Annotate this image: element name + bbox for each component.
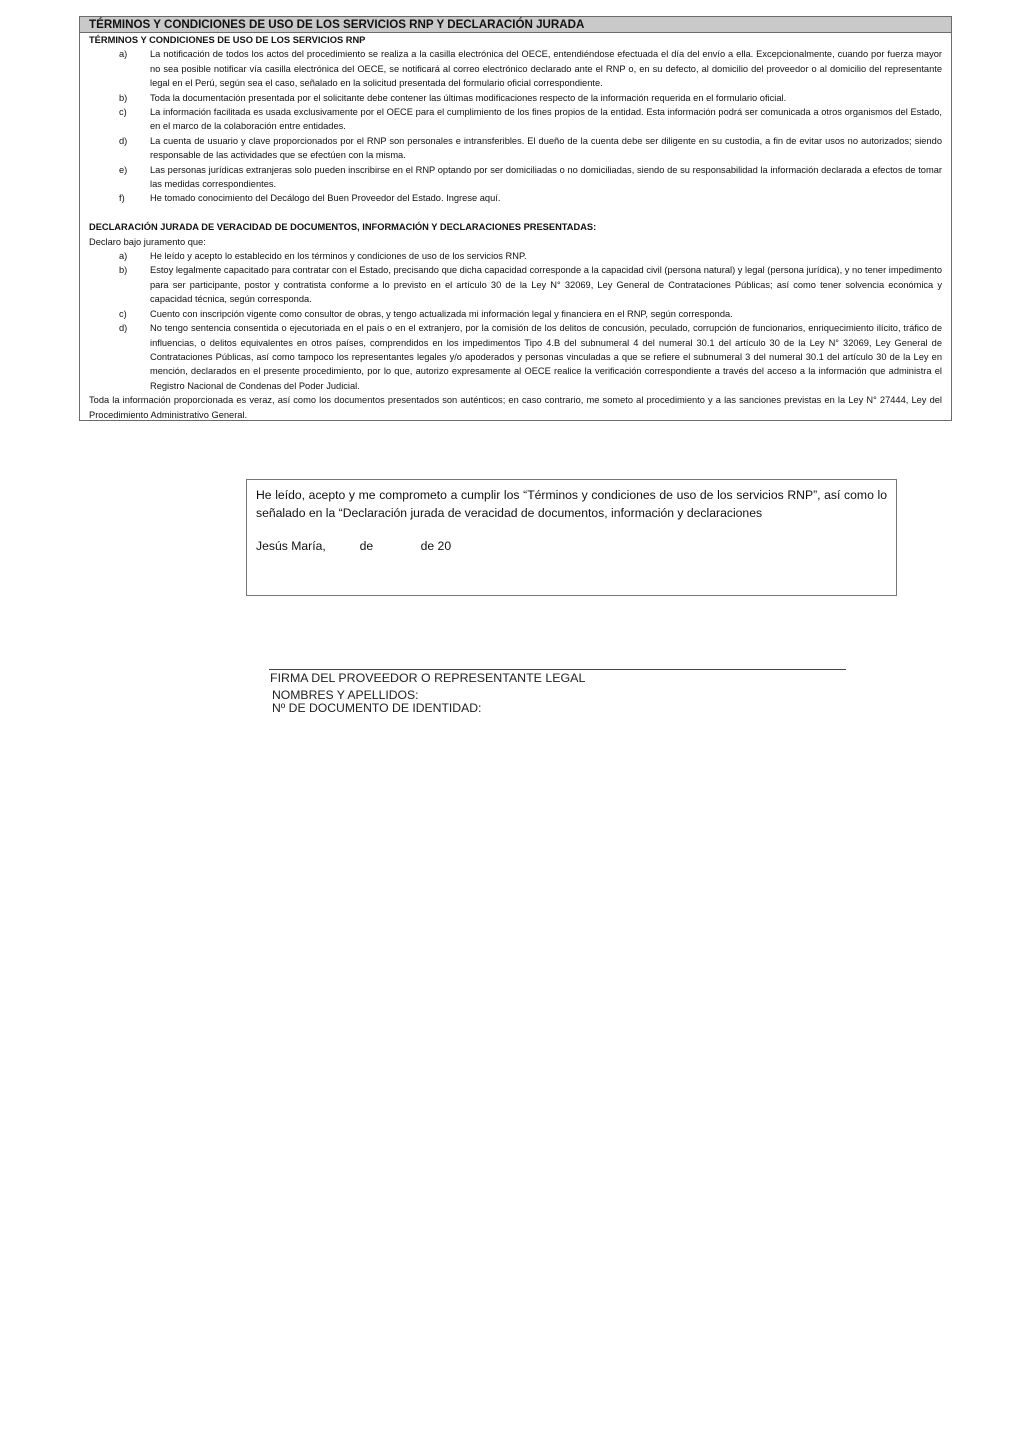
names-label: NOMBRES Y APELLIDOS: xyxy=(272,688,419,702)
list-text: Estoy legalmente capacitado para contratar con el Estado, precisando que dicha capacidad corresponde a la capacidad civil (persona natural) y legal (persona jurídica), y no tener impedimento para ser participante, postor y contratista conforme a lo previsto en el artículo 30 de la Ley N° 32069, Ley General de Contrataciones Públicas; así como tener solvencia económica y capacidad técnica, según corresponda. xyxy=(150,265,942,305)
list-marker: b) xyxy=(119,92,128,103)
terms-body xyxy=(80,33,951,422)
list-text: La notificación de todos los actos del procedimiento se realiza a la casilla electrónica del OECE, entendiéndose efectuada el día del envío a ella. Excepcionalmente, cuando por fuerza mayor no sea posible notificar vía casilla electrónica del OECE, se notificará al correo electrónico declarado ante el RNP o, en su defecto, al domicilio del proveedor o al domicilio del representante legal en el Perú, según sea el caso, señalado en la solicitud presentada del formulario oficial correspondiente. xyxy=(150,49,942,89)
list-text: La información facilitada es usada exclusivamente por el OECE para el cumplimiento de los fines propios de la entidad. Esta información podrá ser comunicada a otros organismos del Estado, en el marco de la colaboración entre entidades. xyxy=(150,107,942,132)
terms-box xyxy=(79,16,952,421)
section2-title: DECLARACIÓN JURADA DE VERACIDAD DE DOCUMENTOS, INFORMACIÓN Y DECLARACIONES PRESENTADAS: xyxy=(89,222,597,233)
date-de-1: de xyxy=(359,539,374,553)
signature-fields xyxy=(272,689,481,715)
list-text: La cuenta de usuario y clave proporcionados por el RNP son personales e intransferibles. El dueño de la cuenta debe ser diligente en su custodia, a fin de evitar usos no autorizados; siendo responsable de las actividades que se efectúen con la misma. xyxy=(150,135,942,161)
list-marker: c) xyxy=(119,107,127,118)
list-item xyxy=(89,91,942,105)
list-text: Cuento con inscripción vigente como consultor de obras, y tengo actualizada mi información legal y financiera en el RNP, según corresponda. xyxy=(150,308,733,319)
section2-intro: Declaro bajo juramento que: xyxy=(89,236,206,247)
list-marker: e) xyxy=(119,164,128,175)
terms-header: TÉRMINOS Y CONDICIONES DE USO DE LOS SERVICIOS RNP Y DECLARACIÓN JURADA xyxy=(80,17,951,33)
list-item xyxy=(89,105,942,134)
date-de-2: de 20 xyxy=(420,539,452,553)
list-marker: a) xyxy=(119,49,128,60)
list-text: Toda la documentación presentada por el solicitante debe contener las últimas modificaciones respecto de la información requerida en el formulario oficial. xyxy=(150,92,787,103)
list-item xyxy=(89,249,942,263)
spacer xyxy=(89,206,942,220)
list-text: No tengo sentencia consentida o ejecutoriada en el país o en el extranjero, por la comisión de los delitos de concusión, peculado, corrupción de funcionarios, enriquecimiento ilícito, tráfico de influencias, o delitos equivalentes en otros países, comprendidos en los impedimentos Tipo 4.B del subnumeral 4 del numeral 30.1 del artículo 30 de la Ley N° 32069, Ley General de Contrataciones Públicas, así como tampoco los representantes legales y/o apoderados y personas vinculadas a que se refiere el subnumeral 3 del numeral 30.1 del artículo 30 de la Ley en mención, declarados en el presente procedimiento, por lo que, autorizo expresamente al OECE realice la verificación correspondiente a través del acceso a la información que administra el Registro Nacional de Condenas del Poder Judicial. xyxy=(150,323,942,391)
list-item xyxy=(89,263,942,306)
list-item xyxy=(89,321,942,393)
signature-caption: FIRMA DEL PROVEEDOR O REPRESENTANTE LEGAL xyxy=(270,671,586,685)
section1-title: TÉRMINOS Y CONDICIONES DE USO DE LOS SERVICIOS RNP xyxy=(89,35,366,45)
list-item xyxy=(89,134,942,163)
list-item xyxy=(89,307,942,321)
document-id-label: Nº DE DOCUMENTO DE IDENTIDAD: xyxy=(272,701,482,715)
acceptance-box xyxy=(246,479,897,596)
list-marker: b) xyxy=(119,265,128,276)
list-item xyxy=(89,47,942,90)
date-place: Jesús María, xyxy=(256,539,326,553)
date-row xyxy=(256,537,887,555)
list-marker: c) xyxy=(119,308,127,319)
list-marker: a) xyxy=(119,251,128,262)
list-item xyxy=(89,191,942,205)
list-text: He leído y acepto lo establecido en los términos y condiciones de uso de los servicios RNP. xyxy=(150,251,527,262)
signature-line xyxy=(269,669,846,670)
list-text: Las personas jurídicas extranjeras solo pueden inscribirse en el RNP optando por ser domiciliadas o no domiciliadas, siendo de su responsabilidad la información declarada a efectos de tomar las medidas correspondientes. xyxy=(150,164,942,190)
decalogo-link-text[interactable]: He tomado conocimiento del Decálogo del Buen Proveedor del Estado. Ingrese aquí. xyxy=(150,193,501,204)
list-marker: d) xyxy=(119,323,128,334)
acceptance-text: He leído, acepto y me comprometo a cumplir los “Términos y condiciones de uso de los servicios RNP”, así como lo señalado en la “Declaración jurada de veracidad de documentos, información y declaraciones xyxy=(256,488,887,520)
list-marker: f) xyxy=(119,193,125,204)
closing-paragraph: Toda la información proporcionada es veraz, así como los documentos presentados son auténticos; en caso contrario, me someto al procedimiento y a las sanciones previstas en la Ley N° 27444, Ley del Procedimiento Administrativo General. xyxy=(89,395,942,420)
list-item xyxy=(89,163,942,192)
list-marker: d) xyxy=(119,135,128,146)
